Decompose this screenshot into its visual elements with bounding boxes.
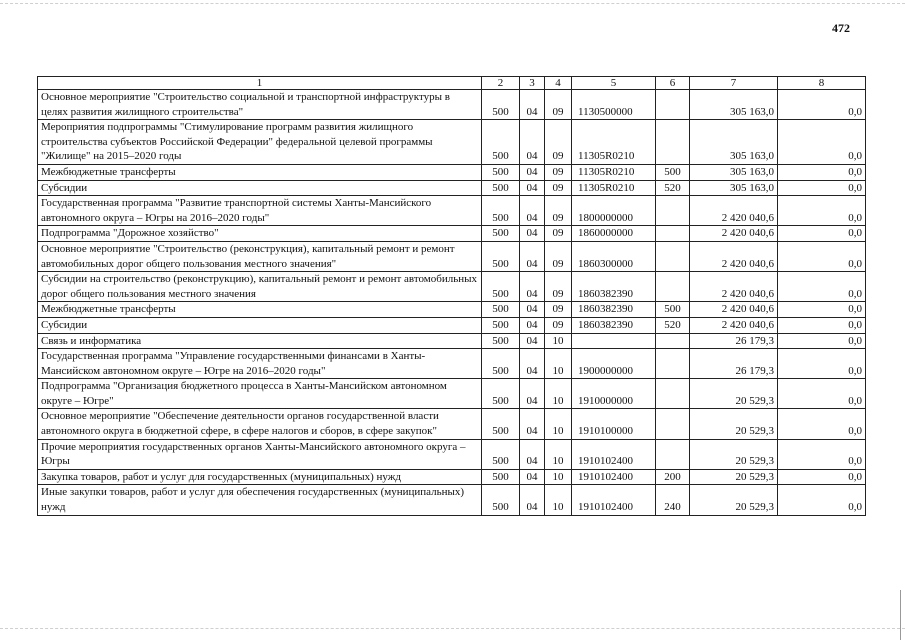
cell-code: 500 <box>482 409 520 439</box>
column-header: 2 <box>482 77 520 90</box>
cell-amount-2: 0,0 <box>778 272 866 302</box>
cell-amount: 20 529,3 <box>690 409 778 439</box>
cell-target-article <box>572 333 656 349</box>
cell-target-article: 1910102400 <box>572 485 656 515</box>
cell-code: 500 <box>482 196 520 226</box>
row-name: Государственная программа "Развитие транспортной системы Ханты-Мансийского автономного округа – Югры на 2016–2020 годы" <box>38 196 482 226</box>
table-row <box>38 379 866 409</box>
table-row <box>38 469 866 485</box>
cell-code: 500 <box>482 272 520 302</box>
cell-expense-type <box>656 272 690 302</box>
cell-expense-type <box>656 349 690 379</box>
cell-section: 04 <box>520 196 545 226</box>
cell-amount-2: 0,0 <box>778 120 866 165</box>
cell-code: 500 <box>482 164 520 180</box>
table-row <box>38 333 866 349</box>
cell-subsection: 10 <box>545 485 572 515</box>
cell-amount: 20 529,3 <box>690 379 778 409</box>
cell-code: 500 <box>482 439 520 469</box>
cell-target-article: 1860382390 <box>572 302 656 318</box>
page-number: 472 <box>832 21 850 35</box>
cell-amount-2: 0,0 <box>778 164 866 180</box>
cell-code: 500 <box>482 317 520 333</box>
column-header: 3 <box>520 77 545 90</box>
table-row <box>38 272 866 302</box>
cell-section: 04 <box>520 302 545 318</box>
table-row <box>38 485 866 515</box>
row-name: Основное мероприятие "Строительство социальной и транспортной инфраструктуры в целях развития жилищного строительства" <box>38 90 482 120</box>
cell-code: 500 <box>482 120 520 165</box>
cell-section: 04 <box>520 164 545 180</box>
cell-amount-2: 0,0 <box>778 317 866 333</box>
cell-code: 500 <box>482 180 520 196</box>
cell-code: 500 <box>482 241 520 271</box>
cell-amount-2: 0,0 <box>778 349 866 379</box>
cell-code: 500 <box>482 333 520 349</box>
table-row <box>38 180 866 196</box>
row-name: Подпрограмма "Организация бюджетного процесса в Ханты-Мансийском автономном округе – Югре" <box>38 379 482 409</box>
cell-section: 04 <box>520 180 545 196</box>
cell-subsection: 09 <box>545 196 572 226</box>
cell-section: 04 <box>520 469 545 485</box>
cell-section: 04 <box>520 272 545 302</box>
cell-subsection: 09 <box>545 180 572 196</box>
cell-section: 04 <box>520 120 545 165</box>
scan-artifact-edge <box>900 590 901 640</box>
cell-expense-type: 520 <box>656 180 690 196</box>
cell-subsection: 10 <box>545 439 572 469</box>
cell-code: 500 <box>482 379 520 409</box>
cell-amount: 20 529,3 <box>690 439 778 469</box>
cell-expense-type <box>656 241 690 271</box>
cell-amount: 2 420 040,6 <box>690 196 778 226</box>
cell-amount-2: 0,0 <box>778 196 866 226</box>
cell-amount: 2 420 040,6 <box>690 241 778 271</box>
row-name: Подпрограмма "Дорожное хозяйство" <box>38 226 482 242</box>
row-name: Основное мероприятие "Обеспечение деятельности органов государственной власти автономного округа в бюджетной сфере, в сфере налогов и сборов, в сфере закупок" <box>38 409 482 439</box>
row-name: Межбюджетные трансферты <box>38 164 482 180</box>
cell-code: 500 <box>482 485 520 515</box>
cell-subsection: 09 <box>545 90 572 120</box>
cell-target-article: 11305R0210 <box>572 164 656 180</box>
cell-amount-2: 0,0 <box>778 180 866 196</box>
cell-subsection: 10 <box>545 349 572 379</box>
table-row <box>38 317 866 333</box>
cell-target-article: 1860382390 <box>572 317 656 333</box>
cell-target-article: 11305R0210 <box>572 120 656 165</box>
cell-code: 500 <box>482 349 520 379</box>
cell-amount: 26 179,3 <box>690 349 778 379</box>
row-name: Иные закупки товаров, работ и услуг для обеспечения государственных (муниципальных) нужд <box>38 485 482 515</box>
column-header: 5 <box>572 77 656 90</box>
cell-expense-type: 200 <box>656 469 690 485</box>
column-header: 6 <box>656 77 690 90</box>
cell-subsection: 10 <box>545 379 572 409</box>
cell-target-article: 1910000000 <box>572 379 656 409</box>
table-header-row <box>38 77 866 90</box>
cell-target-article: 1860000000 <box>572 226 656 242</box>
cell-amount: 305 163,0 <box>690 164 778 180</box>
cell-amount-2: 0,0 <box>778 469 866 485</box>
scan-artifact-bottom <box>0 628 905 629</box>
cell-amount-2: 0,0 <box>778 90 866 120</box>
cell-amount-2: 0,0 <box>778 226 866 242</box>
row-name: Закупка товаров, работ и услуг для государственных (муниципальных) нужд <box>38 469 482 485</box>
row-name: Субсидии <box>38 317 482 333</box>
table-row <box>38 349 866 379</box>
row-name: Субсидии на строительство (реконструкцию), капитальный ремонт и ремонт автомобильных дорог общего пользования местного значения <box>38 272 482 302</box>
cell-expense-type: 500 <box>656 164 690 180</box>
cell-subsection: 10 <box>545 333 572 349</box>
table-row <box>38 226 866 242</box>
row-name: Межбюджетные трансферты <box>38 302 482 318</box>
column-header: 4 <box>545 77 572 90</box>
cell-amount-2: 0,0 <box>778 379 866 409</box>
cell-subsection: 09 <box>545 226 572 242</box>
cell-expense-type <box>656 196 690 226</box>
row-name: Мероприятия подпрограммы "Стимулирование программ развития жилищного строительства субъектов Российской Федерации" федеральной целевой программы "Жилище" на 2015–2020 годы <box>38 120 482 165</box>
row-name: Основное мероприятие "Строительство (реконструкция), капитальный ремонт и ремонт автомобильных дорог общего пользования местного значения" <box>38 241 482 271</box>
table-row <box>38 439 866 469</box>
cell-section: 04 <box>520 226 545 242</box>
cell-subsection: 09 <box>545 317 572 333</box>
table-row <box>38 196 866 226</box>
cell-amount: 2 420 040,6 <box>690 226 778 242</box>
cell-target-article: 1860300000 <box>572 241 656 271</box>
cell-target-article: 1800000000 <box>572 196 656 226</box>
cell-amount: 20 529,3 <box>690 469 778 485</box>
budget-table <box>37 76 866 516</box>
cell-amount: 2 420 040,6 <box>690 317 778 333</box>
cell-subsection: 09 <box>545 272 572 302</box>
cell-expense-type <box>656 409 690 439</box>
cell-code: 500 <box>482 90 520 120</box>
cell-code: 500 <box>482 469 520 485</box>
table-row <box>38 409 866 439</box>
cell-section: 04 <box>520 349 545 379</box>
cell-expense-type <box>656 379 690 409</box>
cell-amount-2: 0,0 <box>778 333 866 349</box>
cell-amount-2: 0,0 <box>778 485 866 515</box>
cell-expense-type <box>656 90 690 120</box>
table-row <box>38 302 866 318</box>
row-name: Связь и информатика <box>38 333 482 349</box>
cell-amount: 305 163,0 <box>690 120 778 165</box>
cell-amount-2: 0,0 <box>778 439 866 469</box>
table-row <box>38 164 866 180</box>
cell-target-article: 1900000000 <box>572 349 656 379</box>
cell-section: 04 <box>520 333 545 349</box>
cell-expense-type <box>656 226 690 242</box>
cell-code: 500 <box>482 302 520 318</box>
cell-expense-type <box>656 333 690 349</box>
cell-expense-type: 240 <box>656 485 690 515</box>
cell-amount: 2 420 040,6 <box>690 302 778 318</box>
cell-target-article: 11305R0210 <box>572 180 656 196</box>
cell-amount: 20 529,3 <box>690 485 778 515</box>
table-row <box>38 241 866 271</box>
budget-table-container <box>37 76 866 516</box>
cell-code: 500 <box>482 226 520 242</box>
cell-expense-type <box>656 439 690 469</box>
cell-amount: 2 420 040,6 <box>690 272 778 302</box>
cell-section: 04 <box>520 90 545 120</box>
cell-subsection: 10 <box>545 469 572 485</box>
cell-amount: 26 179,3 <box>690 333 778 349</box>
column-header: 7 <box>690 77 778 90</box>
cell-section: 04 <box>520 241 545 271</box>
cell-section: 04 <box>520 439 545 469</box>
cell-expense-type: 500 <box>656 302 690 318</box>
cell-target-article: 1860382390 <box>572 272 656 302</box>
cell-expense-type <box>656 120 690 165</box>
cell-section: 04 <box>520 317 545 333</box>
cell-amount-2: 0,0 <box>778 241 866 271</box>
cell-expense-type: 520 <box>656 317 690 333</box>
column-header: 8 <box>778 77 866 90</box>
cell-section: 04 <box>520 379 545 409</box>
cell-subsection: 09 <box>545 164 572 180</box>
cell-target-article: 1910102400 <box>572 469 656 485</box>
cell-amount: 305 163,0 <box>690 90 778 120</box>
cell-amount: 305 163,0 <box>690 180 778 196</box>
row-name: Прочие мероприятия государственных органов Ханты-Мансийского автономного округа – Югры <box>38 439 482 469</box>
cell-subsection: 09 <box>545 241 572 271</box>
cell-target-article: 1130500000 <box>572 90 656 120</box>
scan-artifact-top <box>0 3 905 4</box>
row-name: Государственная программа "Управление государственными финансами в Ханты-Мансийском автономном округе – Югре на 2016–2020 годы" <box>38 349 482 379</box>
cell-amount-2: 0,0 <box>778 409 866 439</box>
column-header: 1 <box>38 77 482 90</box>
table-row <box>38 120 866 165</box>
cell-amount-2: 0,0 <box>778 302 866 318</box>
cell-target-article: 1910102400 <box>572 439 656 469</box>
row-name: Субсидии <box>38 180 482 196</box>
cell-subsection: 09 <box>545 302 572 318</box>
table-row <box>38 90 866 120</box>
cell-section: 04 <box>520 485 545 515</box>
cell-subsection: 09 <box>545 120 572 165</box>
cell-target-article: 1910100000 <box>572 409 656 439</box>
cell-section: 04 <box>520 409 545 439</box>
cell-subsection: 10 <box>545 409 572 439</box>
